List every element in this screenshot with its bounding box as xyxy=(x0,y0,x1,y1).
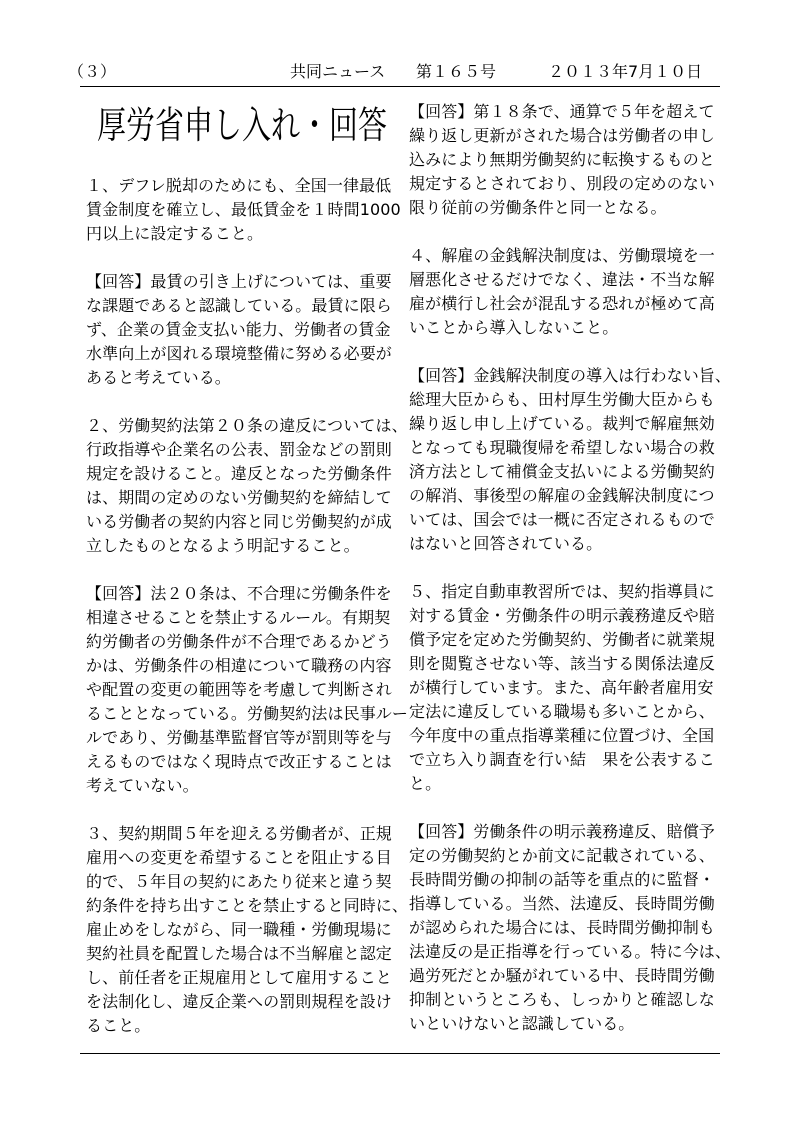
answer-paragraph-3: 【回答】第１８条で、通算で５年を超えて 繰り返し更新がされた場合は労働者の申し 込みにより無期労働契約に転換するものと 規定するとされており、別段の定めのない 限り従前の労働条件と同一となる。 xyxy=(409,102,715,217)
right-column xyxy=(409,100,732,1060)
left-column xyxy=(86,100,409,1062)
demand-paragraph-5: ５、指定自動車教習所では、契約指導員に 対する賃金・労働条件の明示義務違反や賠 償予定を定めた労働契約、労働者に就業規 則を閲覧させない等、該当する関係法違反 が横行しています。また、高年齢者雇用安 定法に違反している職場も多いことから、 今年度中の重点指導業種に位置づけ、全国 で立ち入り調査を行い結 果を公表するこ と。 xyxy=(409,582,715,793)
demand-paragraph-2: ２、労働契約法第２０条の違反については、 行政指導や企業名の公表、罰金などの罰則 規定を設けること。違反となった労働条件 は、期間の定めのない労働契約を締結して いる労働者の契約内容と同じ労働契約が成 立したものとなるよう明記すること。 xyxy=(86,416,408,555)
article-title-block xyxy=(86,100,398,150)
demand-paragraph-3: ３、契約期間５年を迎える労働者が、正規 雇用への変更を希望することを阻止する目 的で、５年目の契約にあたり従来と違う契 約条件を持ち出すことを禁止すると同時に、 雇止めをしながら、同一職種・労働現場に 契約社員を配置した場合は不当解雇と認定 し、前任者を正規雇用として雇用すること を法制化し、違反企業への罰則規程を設け ること。 xyxy=(86,824,409,1035)
answer-paragraph-5: 【回答】労働条件の明示義務違反、賠償予 定の労働契約とか前文に記載されている、 長時間労働の抑制の話等を重点的に監督・ 指導している。当然、法違反、長時間労働 が認められた場合には、長時間労働抑制も 法違反の是正指導を行っている。特に今は、 過労死だとか騒がれている中、長時間労働 抑制というところも、しっかりと確認しな いといけないと認識している。 xyxy=(409,822,732,1033)
demand-paragraph-1: １、デフレ脱却のためにも、全国一律最低 賃金制度を確立し、最低賃金を１時間1000 円以上に設定すること。 xyxy=(86,176,401,243)
answer-paragraph-2: 【回答】法２０条は、不合理に労働条件を 相違させることを禁止するルール。有期契 約労働者の労働条件が不合理であるかどう かは、労働条件の相違について職務の内容 や配置の変更の範囲等を考慮して判断され ることとなっている。労働契約法は民事ルー ルであり、労働基準監督官等が罰則等を与 えるものではなく現時点で改正することは 考えていない。 xyxy=(86,584,409,795)
page-number: （３） xyxy=(68,62,117,81)
article-title: 厚労省申し入れ・回答 xyxy=(96,102,387,148)
issue-number: 第１６５号 xyxy=(416,62,497,81)
footer-divider xyxy=(80,1053,720,1054)
demand-paragraph-4: ４、解雇の金銭解決制度は、労働環境を一 層悪化させるだけでなく、違法・不当な解 雇が横行し社会が混乱する恐れが極めて高 いことから導入しないこと。 xyxy=(409,246,715,337)
answer-paragraph-4: 【回答】金銭解決制度の導入は行わない旨、 総理大臣からも、田村厚生労働大臣からも 繰り返し申し上げている。裁判で解雇無効 となっても現職復帰を希望しない場合の救 済方法として補償金支払いによる労働契約 の解消、事後型の解雇の金銭解決制度につ いては、国会では一概に否定されるもので はないと回答されている。 xyxy=(409,366,732,553)
issue-date: ２０１３年7月１０日 xyxy=(548,62,703,81)
answer-paragraph-1: 【回答】最賃の引き上げについては、重要 な課題であると認識している。最賃に限ら ず、企業の賃金支払い能力、労働者の賃金 水準向上が図れる環境整備に努める必要が あると考えている。 xyxy=(86,272,392,387)
header-divider xyxy=(80,86,720,87)
publication-name: 共同ニュース xyxy=(290,62,386,81)
